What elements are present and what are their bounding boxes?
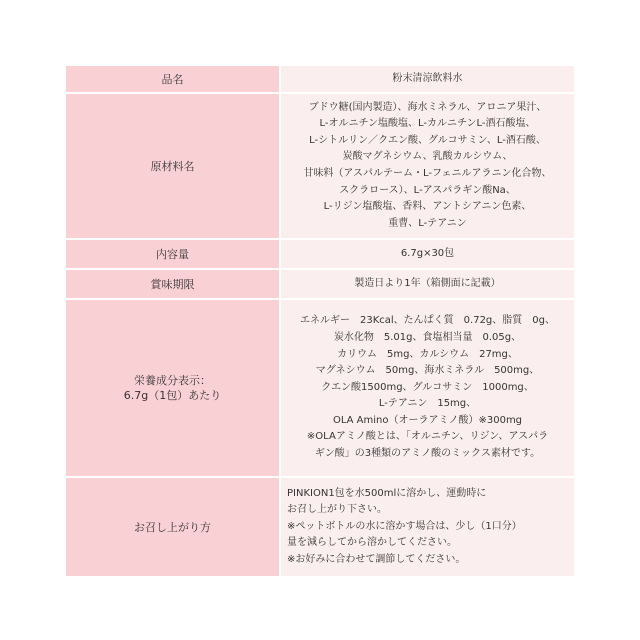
ingredients-value (280, 93, 575, 239)
table-row-content (65, 239, 575, 269)
ingredients-line: L-リジン塩酸塩、香料、アントシアニン色素、 (323, 201, 532, 213)
nutrition-line: ギン酸」の3種類のアミノ酸のミックス素材です。 (314, 448, 541, 460)
nutrition-line: エネルギー 23Kcal、たんぱく質 0.72g、脂質 0g、 (299, 315, 555, 327)
table-row-expiry (65, 269, 575, 299)
nutrition-line: カリウム 5mg、カルシウム 27mg、 (337, 348, 518, 360)
ingredients-line: 甘味料（アスパルテーム・L-フェニルアラニン化合物、 (303, 168, 552, 179)
nutrition-line: ※OLAアミノ酸とは、「オルニチン、リジン、アスパラ (306, 431, 549, 443)
nutrition-line: クエン酸1500mg、グルコサミン 1000mg、 (321, 381, 534, 393)
nutrition-line: 炭水化物 5.01g、食塩相当量 0.05g、 (333, 331, 522, 343)
nutrition-label-line: 6.7g（1包）あたり (123, 389, 222, 402)
ingredients-line: ブドウ糖(国内製造）、海水ミネラル、アロニア果汁、 (308, 101, 547, 113)
usage-value (280, 477, 575, 577)
product-name-label: 品名 (65, 65, 280, 93)
nutrition-line: マグネシウム 50mg、海水ミネラル 500mg、 (315, 365, 540, 377)
ingredients-line: L-シトルリン／クエン酸、グルコサミン、L-酒石酸、 (309, 134, 546, 146)
spec-table (64, 64, 576, 578)
product-name-value: 粉末清涼飲料水 (280, 65, 575, 93)
nutrition-label-line: 栄養成分表示： (134, 374, 211, 387)
usage-line: 量を減らしてから溶かしてください。 (287, 537, 457, 549)
usage-line: ※お好みに合わせて調節してください。 (287, 553, 466, 565)
expiry-label: 賞味期限 (65, 269, 280, 299)
content-amount-label: 内容量 (65, 239, 280, 269)
content-amount-value: 6.7g×30包 (280, 239, 575, 269)
usage-line: ※ペットボトルの水に溶かす場合は、少し（1口分） (287, 520, 522, 532)
ingredients-line: 重曹、L-テアニン (388, 217, 467, 229)
usage-line: お召し上がり下さい。 (287, 504, 387, 516)
expiry-value: 製造日より1年（箱側面に記載） (280, 269, 575, 299)
table-row-ingredients (65, 93, 575, 239)
nutrition-line: OLA Amino（オーラアミノ酸）※300mg (332, 414, 523, 426)
nutrition-line: L-テアニン 15mg、 (378, 398, 477, 410)
ingredients-label: 原材料名 (65, 93, 280, 239)
table-row-usage (65, 477, 575, 577)
table-row-product (65, 65, 575, 93)
nutrition-label (65, 299, 280, 477)
nutrition-value (280, 299, 575, 477)
usage-line: PINKION1包を水500mlに溶かし、運動時に (287, 487, 487, 499)
table-row-nutrition (65, 299, 575, 477)
ingredients-line: スクラロース）、L-アスパラギン酸Na、 (339, 184, 516, 196)
ingredients-line: L-オルニチン塩酸塩、L-カルニチンL-酒石酸塩、 (319, 118, 536, 130)
usage-label: お召し上がり方 (65, 477, 280, 577)
ingredients-line: 炭酸マグネシウム、乳酸カルシウム、 (342, 151, 513, 163)
